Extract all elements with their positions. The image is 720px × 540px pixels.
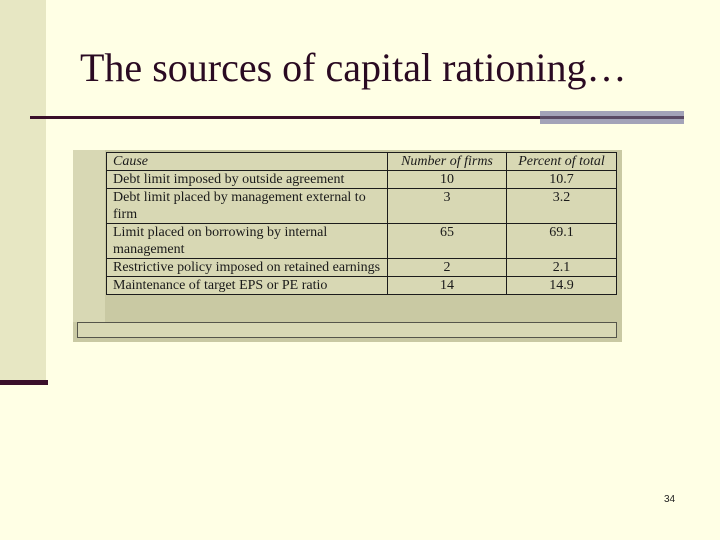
header-percent-of-total: Percent of total — [507, 153, 617, 171]
cell-cause: Restrictive policy imposed on retained earnings — [107, 259, 388, 277]
cell-cause: Limit placed on borrowing by internal management — [107, 224, 388, 259]
table-row — [107, 259, 617, 277]
table-image — [73, 150, 622, 342]
table-row — [107, 277, 617, 295]
table-header-row — [107, 153, 617, 171]
cell-cause: Maintenance of target EPS or PE ratio — [107, 277, 388, 295]
left-accent-bar — [0, 0, 46, 383]
cell-percent-of-total: 2.1 — [507, 259, 617, 277]
slide-title: The sources of capital rationing… — [80, 45, 627, 90]
title-rule-accent-line — [540, 116, 684, 119]
header-number-of-firms: Number of firms — [388, 153, 507, 171]
cell-number-of-firms: 10 — [388, 171, 507, 189]
header-cause: Cause — [107, 153, 388, 171]
cell-percent-of-total: 10.7 — [507, 171, 617, 189]
title-rule — [30, 116, 542, 119]
page-number: 34 — [664, 494, 676, 505]
table-footer-box — [77, 322, 617, 338]
cell-cause: Debt limit placed by management external to firm — [107, 189, 388, 224]
cell-number-of-firms: 2 — [388, 259, 507, 277]
cell-number-of-firms: 3 — [388, 189, 507, 224]
cell-percent-of-total: 3.2 — [507, 189, 617, 224]
cell-number-of-firms: 14 — [388, 277, 507, 295]
table-row — [107, 171, 617, 189]
left-accent-bar-foot — [0, 380, 48, 385]
capital-rationing-table — [106, 152, 617, 295]
cell-number-of-firms: 65 — [388, 224, 507, 259]
table-row — [107, 224, 617, 259]
cell-percent-of-total: 14.9 — [507, 277, 617, 295]
cell-cause: Debt limit imposed by outside agreement — [107, 171, 388, 189]
table-left-strip — [73, 150, 105, 322]
cell-percent-of-total: 69.1 — [507, 224, 617, 259]
table-row — [107, 189, 617, 224]
